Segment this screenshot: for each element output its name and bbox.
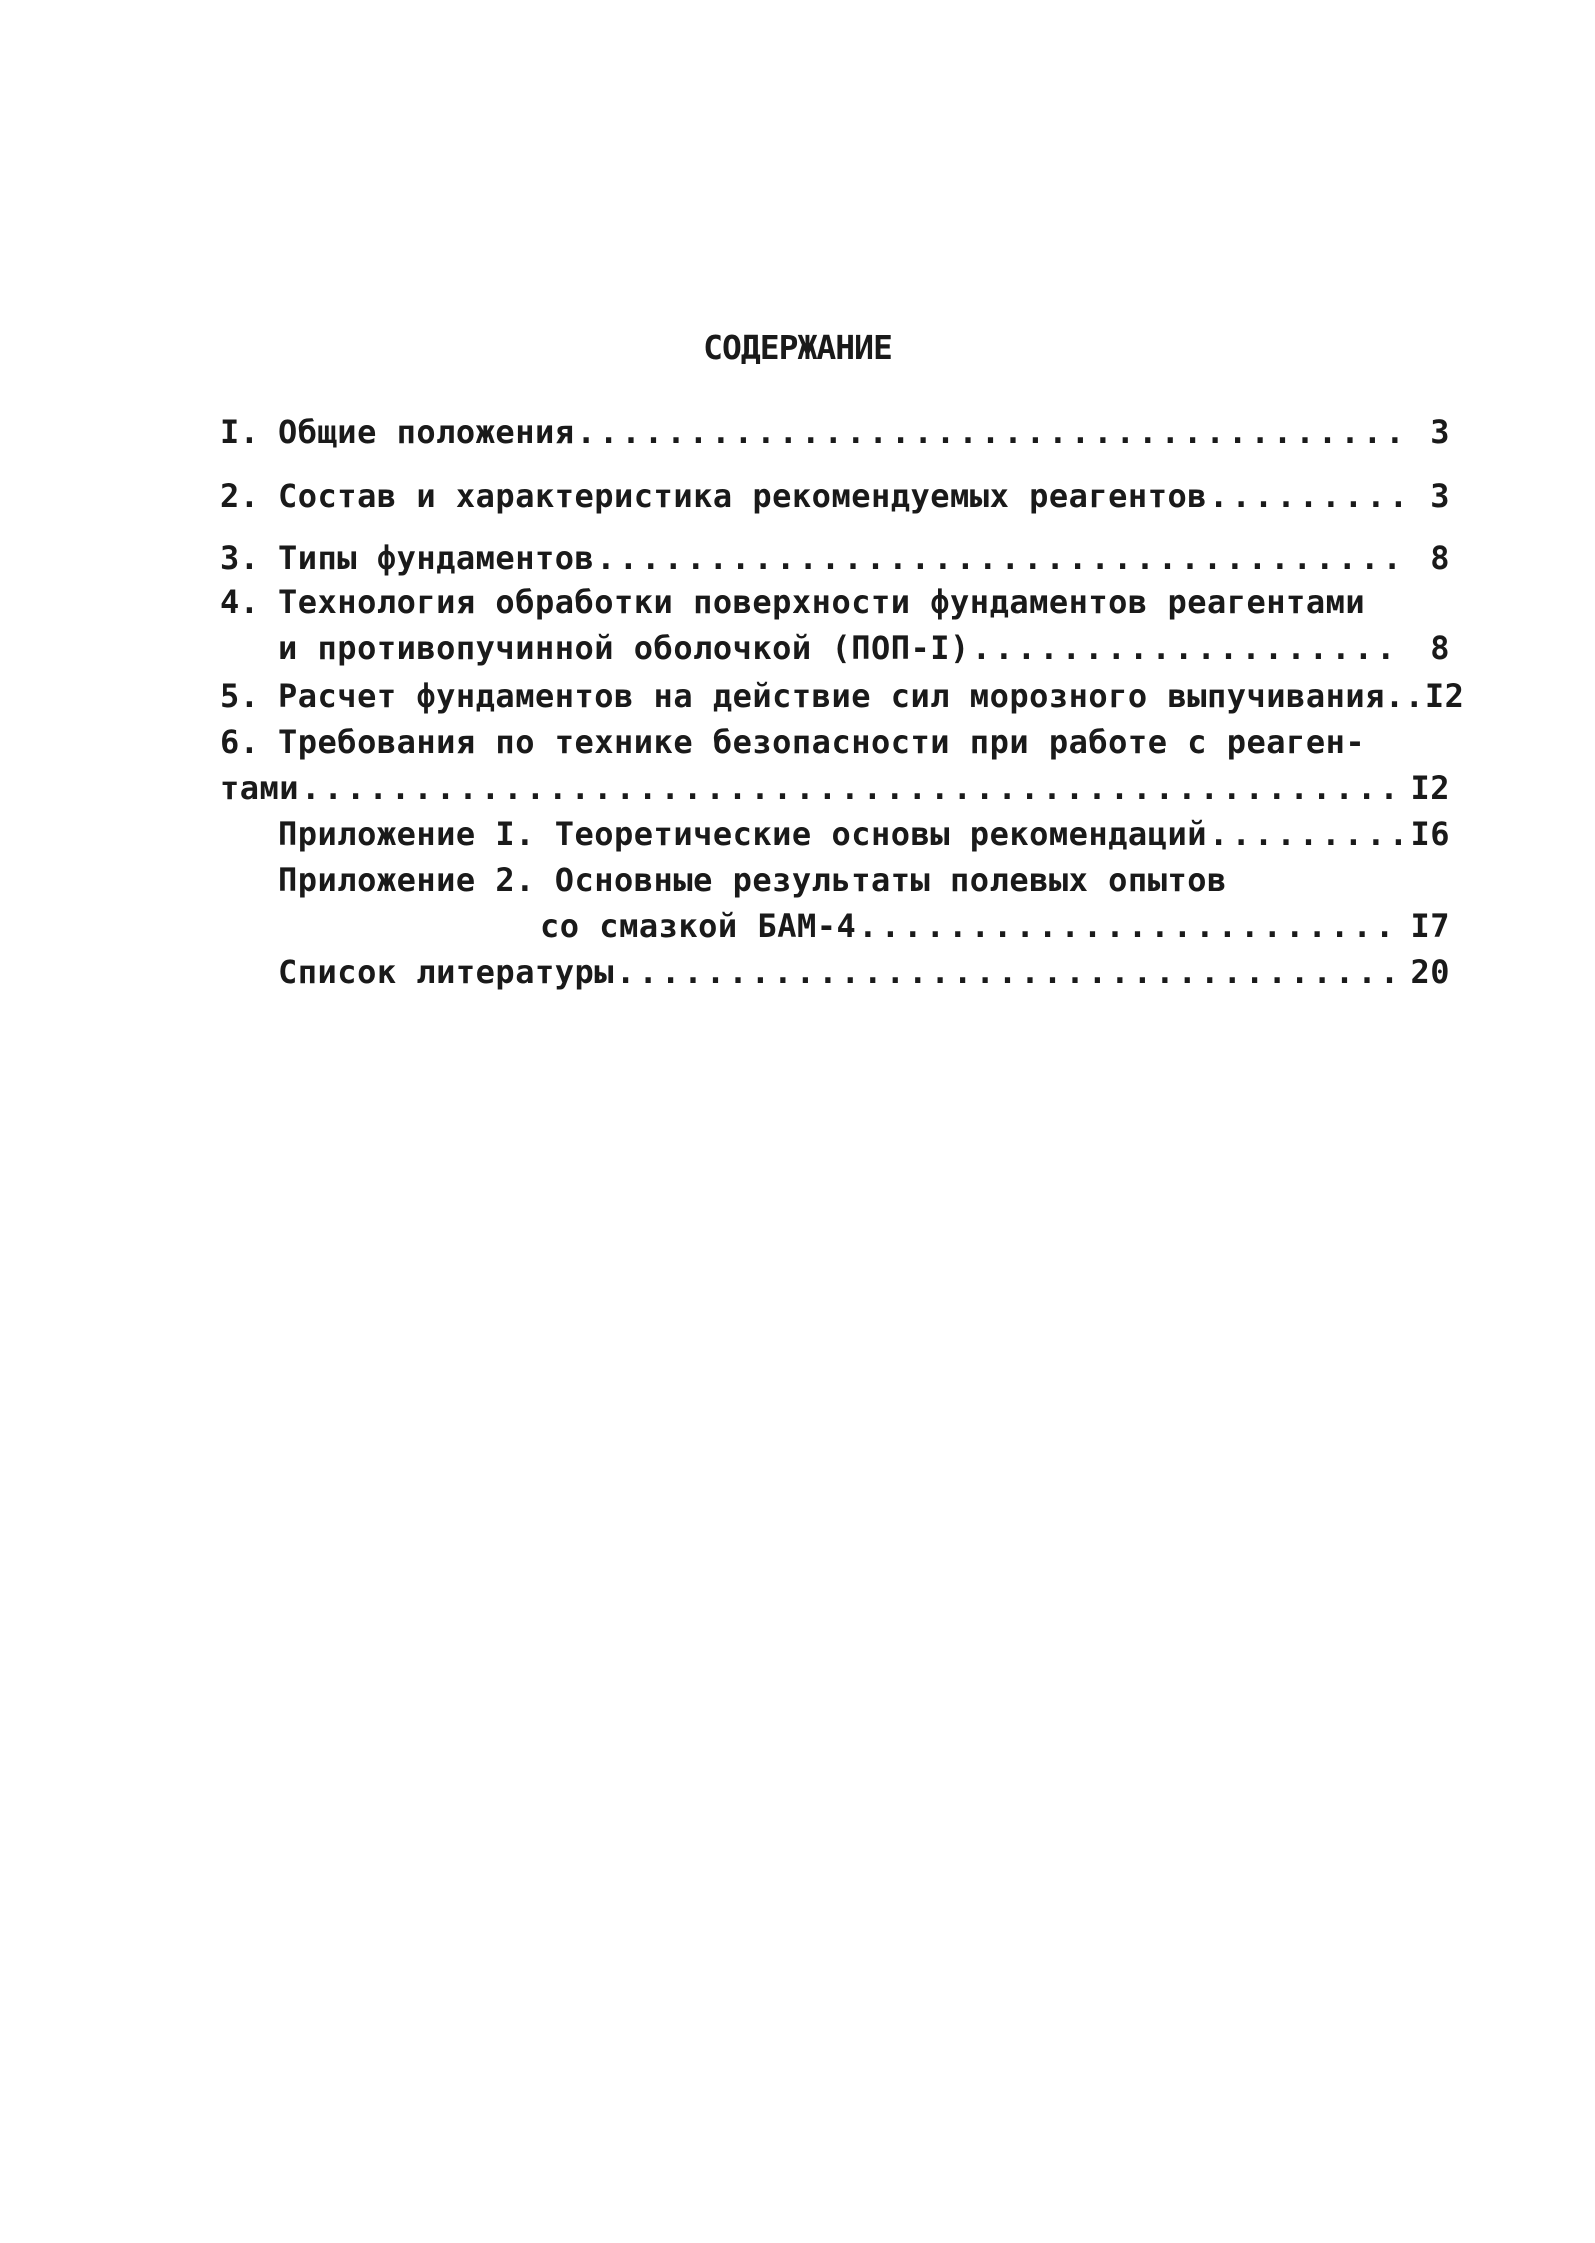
toc-entry[interactable] [278, 536, 1450, 580]
appendix-entry[interactable] [278, 812, 1450, 856]
toc-entry[interactable] [278, 674, 1465, 718]
bibliography-text: Список литературы [278, 953, 615, 991]
entry-number: I. [220, 413, 260, 451]
dot-leader [1209, 812, 1404, 856]
dot-leader [301, 766, 1404, 810]
bibliography-page: 20 [1410, 953, 1450, 991]
toc-entry-text-line1: Технология обработки поверхности фундаментов реагентами [278, 583, 1366, 621]
toc-entry-text: тами [220, 769, 300, 807]
toc-entry-text-line1: Требования по технике безопасности при работе с реаген- [278, 723, 1366, 761]
appendix-text: Приложение I. Теоретические основы рекомендаций [278, 815, 1207, 853]
dot-leader [616, 950, 1404, 994]
dot-leader [596, 536, 1404, 580]
dot-leader [1209, 474, 1404, 518]
entry-number: 5. [220, 677, 260, 715]
entry-number: 2. [220, 477, 260, 515]
toc-entry-page: 3 [1430, 413, 1450, 451]
toc-entry-text: Состав и характеристика рекомендуемых реагентов [278, 477, 1207, 515]
toc-entry[interactable] [278, 626, 1450, 670]
dot-leader [576, 410, 1404, 454]
appendix-page: I6 [1410, 815, 1450, 853]
entry-number: 6. [220, 723, 260, 761]
appendix-text-line1: Приложение 2. Основные результаты полевых опытов [278, 861, 1227, 899]
appendix-page: I7 [1410, 907, 1450, 945]
dot-leader [858, 904, 1404, 948]
appendix-text: со смазкой БАМ-4 [540, 907, 857, 945]
toc-entry-page: 8 [1430, 629, 1450, 667]
toc-entry-text: Общие положения [278, 413, 575, 451]
toc-entry-text: Типы фундаментов [278, 539, 595, 577]
toc-entry[interactable] [278, 410, 1450, 454]
bibliography-entry[interactable] [278, 950, 1450, 994]
appendix-entry[interactable] [540, 904, 1450, 948]
toc-entry[interactable] [220, 766, 1450, 810]
dot-leader [972, 626, 1404, 670]
toc-entry-text: и противопучинной оболочкой (ПОП-I) [278, 629, 970, 667]
toc-entry-page: 8 [1430, 539, 1450, 577]
entry-number: 3. [220, 539, 260, 577]
toc-entry-page: I2 [1424, 677, 1465, 715]
toc-entry-text: Расчет фундаментов на действие сил морозного выпучивания.. [278, 677, 1425, 715]
entry-number: 4. [220, 583, 260, 621]
toc-entry-page: I2 [1410, 769, 1450, 807]
toc-entry[interactable] [278, 474, 1450, 518]
page-title: СОДЕРЖАНИЕ [703, 328, 892, 367]
toc-entry-page: 3 [1430, 477, 1450, 515]
